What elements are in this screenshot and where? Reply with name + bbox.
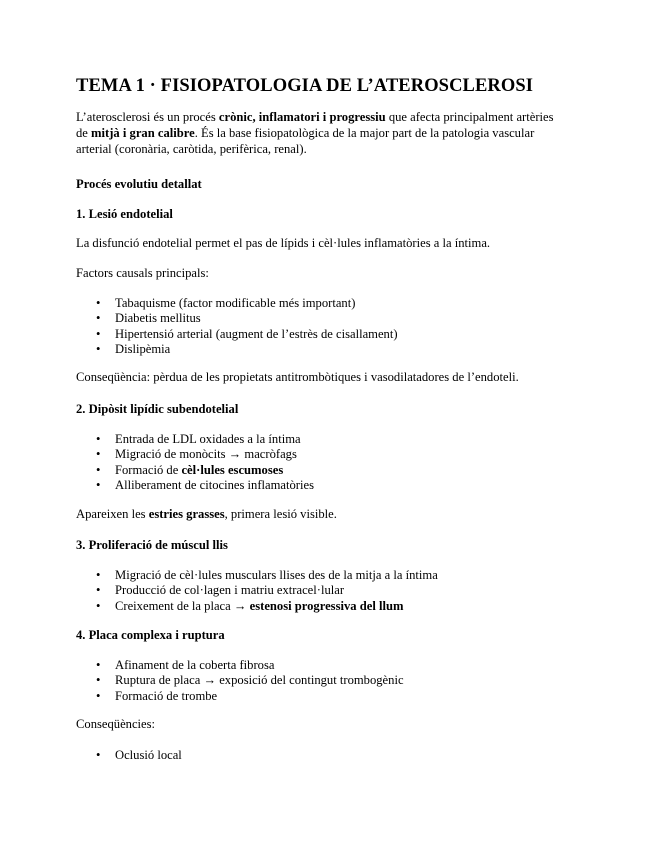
section-1-paragraph: La disfunció endotelial permet el pas de lípids i cèl·lules inflamatòries a la íntima. bbox=[76, 236, 491, 250]
intro-text: L’aterosclerosi és un procés bbox=[76, 110, 219, 124]
paragraph-bold-text: estries grasses bbox=[148, 507, 225, 521]
section-2-heading: 2. Dipòsit lipídic subendotelial bbox=[76, 402, 239, 416]
section-1-factors-label: Factors causals principals: bbox=[76, 266, 209, 280]
intro-text: . És la base fisiopatològica de la major part de la patologia vascular bbox=[194, 126, 535, 140]
intro-text: que afecta principalment artèries bbox=[385, 110, 554, 124]
section-3-list bbox=[76, 568, 438, 614]
list-item-bold-text: estenosi progressiva del llum bbox=[249, 598, 404, 613]
list-item: • Alliberament de citocines inflamatòries bbox=[76, 478, 314, 493]
list-item: • Tabaquisme (factor modificable més important) bbox=[76, 296, 398, 311]
section-4-heading: 4. Placa complexa i ruptura bbox=[76, 628, 225, 642]
section-3-heading: 3. Proliferació de múscul llis bbox=[76, 538, 228, 552]
list-item: • Hipertensió arterial (augment de l’estrès de cisallament) bbox=[76, 327, 398, 342]
intro-line-2 bbox=[76, 126, 534, 142]
intro-line-1 bbox=[76, 110, 554, 126]
section-1-heading: 1. Lesió endotelial bbox=[76, 207, 173, 221]
list-item: • Oclusió local bbox=[76, 748, 182, 763]
intro-bold-text: mitjà i gran calibre bbox=[91, 126, 195, 140]
document-title: TEMA 1 · FISIOPATOLOGIA DE L’ATEROSCLEROSI bbox=[76, 76, 534, 96]
section-1-consequence: Conseqüència: pèrdua de les propietats antitrombòtiques i vasodilatadores de l’endoteli. bbox=[76, 370, 519, 384]
list-item-text: Formació de bbox=[115, 462, 182, 477]
section-2-list bbox=[76, 432, 314, 493]
intro-bold-text: crònic, inflamatori i progressiu bbox=[218, 110, 386, 124]
list-item: • Diabetis mellitus bbox=[76, 311, 398, 326]
evolution-heading: Procés evolutiu detallat bbox=[76, 177, 202, 191]
section-4-list bbox=[76, 658, 404, 704]
list-item: • Dislipèmia bbox=[76, 342, 398, 357]
intro-text: de bbox=[76, 126, 92, 140]
list-item: • Producció de col·lagen i matriu extracel·lular bbox=[76, 583, 438, 598]
list-item-text: Creixement de la placa → bbox=[115, 598, 250, 613]
list-item: • Ruptura de placa → exposició del contingut trombogènic bbox=[76, 673, 404, 688]
section-2-paragraph bbox=[76, 507, 337, 523]
list-item: • Formació de trombe bbox=[76, 689, 404, 704]
list-item: • Entrada de LDL oxidades a la íntima bbox=[76, 432, 314, 447]
list-item: • Migració de cèl·lules musculars llises des de la mitja a la íntima bbox=[76, 568, 438, 583]
section-1-factor-list bbox=[76, 296, 398, 357]
list-item: • Migració de monòcits → macròfags bbox=[76, 447, 314, 462]
list-item-bold-text: cèl·lules escumoses bbox=[181, 462, 284, 477]
list-item: • Afinament de la coberta fibrosa bbox=[76, 658, 404, 673]
section-4-consequences-label: Conseqüències: bbox=[76, 717, 156, 731]
intro-line-3: arterial (coronària, caròtida, perifèrica, renal). bbox=[76, 142, 307, 156]
section-4-consequence-list bbox=[76, 748, 182, 763]
paragraph-text: , primera lesió visible. bbox=[224, 507, 337, 521]
paragraph-text: Apareixen les bbox=[76, 507, 149, 521]
list-item bbox=[76, 599, 438, 614]
list-item bbox=[76, 463, 314, 478]
